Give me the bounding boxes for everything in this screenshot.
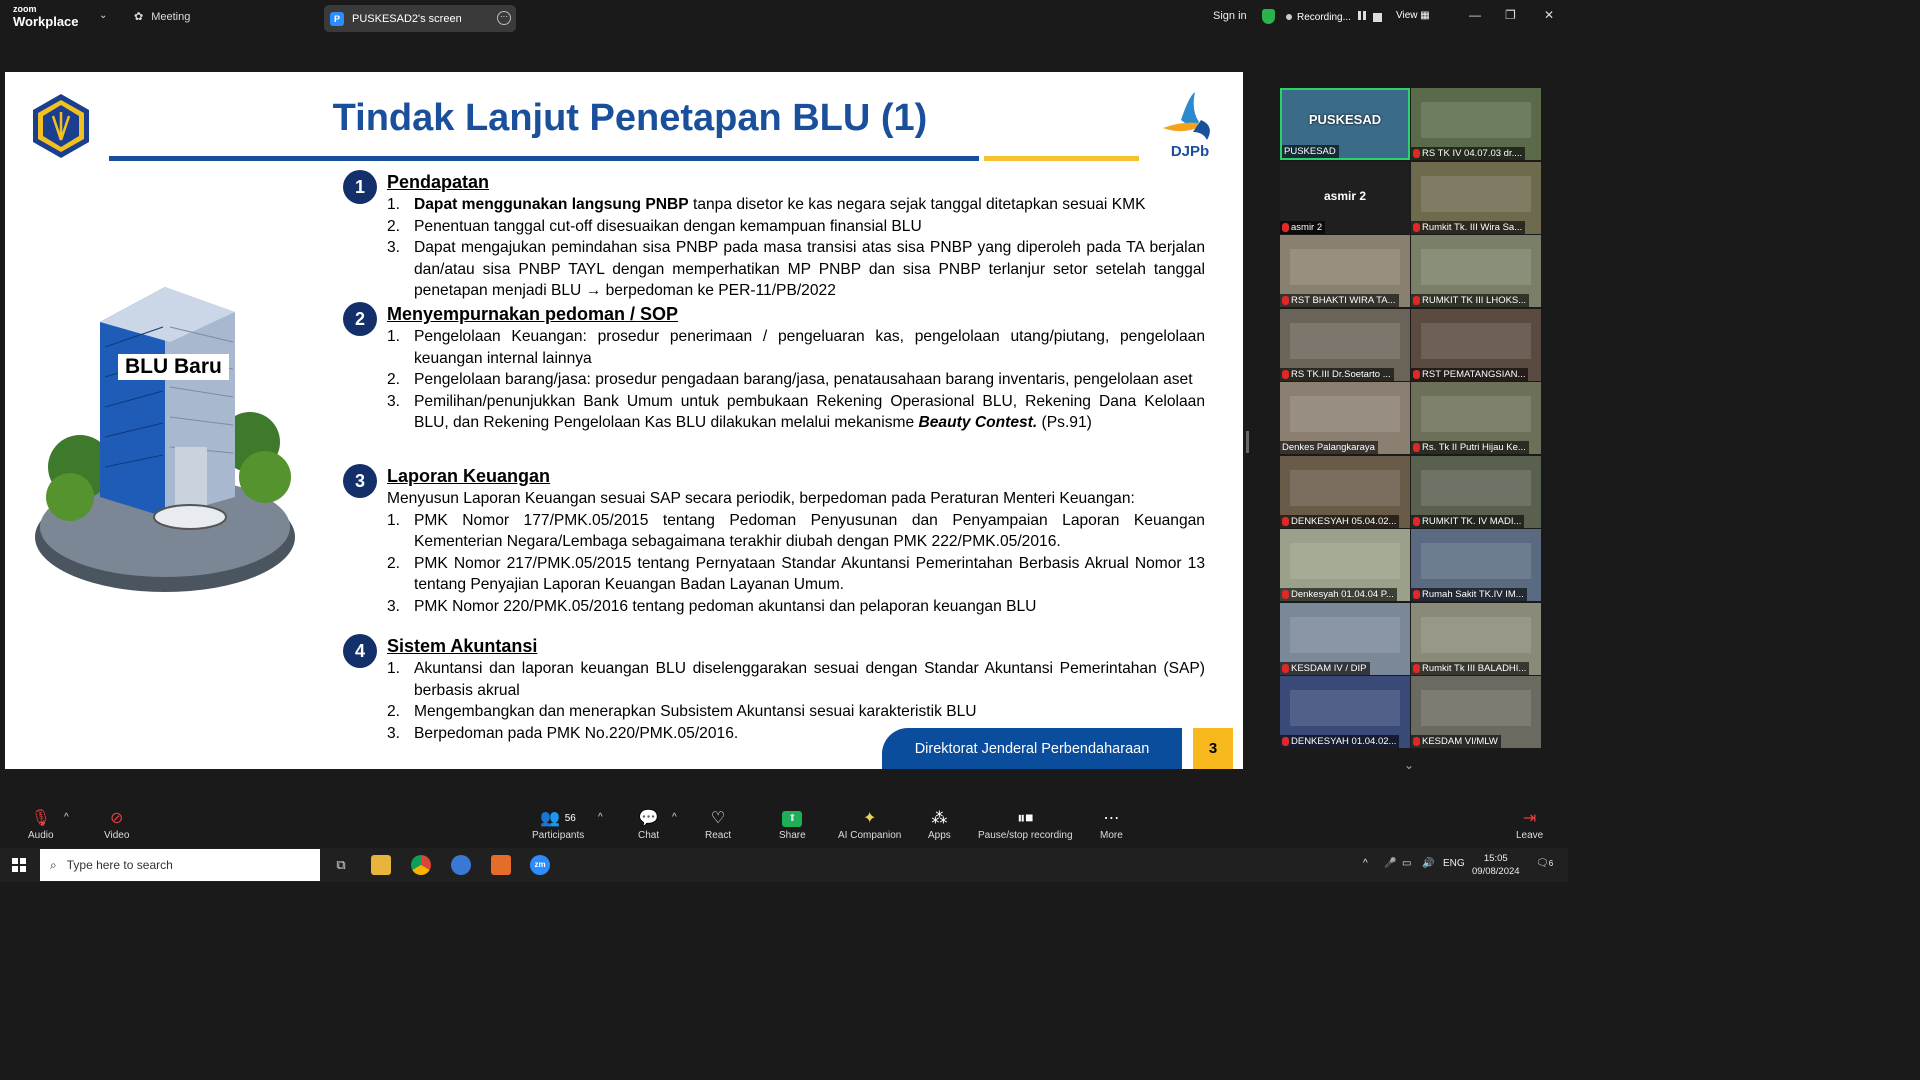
mic-muted-icon: [1413, 223, 1420, 232]
participant-name-label: [1411, 221, 1525, 234]
list-item-text: [414, 216, 1205, 238]
title-underline-blue: [109, 156, 979, 161]
list-item: [387, 391, 1205, 434]
file-explorer-icon[interactable]: [371, 855, 391, 875]
network-icon[interactable]: ▭: [1402, 858, 1412, 869]
maximize-icon[interactable]: ❐: [1505, 8, 1516, 22]
mic-muted-icon: [1413, 737, 1420, 746]
list-item-italic: Beauty Contest.: [918, 414, 1038, 432]
meeting-info-button[interactable]: [134, 10, 190, 23]
list-item-body: Dapat mengajukan pemindahan sisa PNBP pada masa transisi atas sisa PNBP yang diperoleh pada TA berjalan dan/atau sisa PNBP TAYL dengan memperhatikan MP PNBP dan sisa PNBP terlanjur setor setelah tanggal penetapan menjadi BLU → berpedoman ke PER-11/PB/2022: [414, 239, 1205, 300]
browser-app-icon[interactable]: [451, 855, 471, 875]
ai-companion-label: AI Companion: [838, 830, 902, 841]
video-feed: [1421, 102, 1531, 138]
participant-name-label: [1280, 221, 1325, 234]
video-feed: [1290, 323, 1400, 359]
participant-name: RST PEMATANGSIAN...: [1422, 368, 1526, 380]
participant-tile[interactable]: [1411, 456, 1541, 528]
title-underline-gold: [984, 156, 1139, 161]
section-number-badge: 1: [343, 170, 377, 204]
list-item-bold: Dapat menggunakan langsung PNBP: [414, 196, 689, 213]
mic-muted-icon: [1282, 370, 1289, 379]
participant-name: RST BHAKTI WIRA TA...: [1291, 295, 1396, 306]
tray-mic-icon[interactable]: 🎤: [1384, 858, 1397, 869]
participant-name: asmir 2: [1291, 221, 1323, 233]
section-heading: Laporan Keuangan: [387, 466, 551, 486]
app-icon[interactable]: [491, 855, 511, 875]
list-item: [387, 216, 1205, 238]
participant-name-label: [1411, 735, 1501, 748]
video-feed: [1421, 617, 1531, 653]
view-label: View: [1396, 10, 1418, 21]
pause-stop-recording-label: Pause/stop recording: [978, 830, 1073, 841]
list-item-body: PMK Nomor 217/PMK.05/2015 tentang Pernyataan Standar Akuntansi Pemerintahan Berbasis Akrual Nomor 13 tentang Penyajian Laporan Keuangan Badan Layanan Umum.: [414, 554, 1205, 594]
participant-name: DENKESYAH 01.04.02...: [1291, 736, 1397, 747]
video-button[interactable]: [104, 808, 129, 841]
list-item: [387, 596, 1205, 618]
participant-name-label: [1411, 662, 1529, 675]
screen-share-tab[interactable]: [324, 5, 516, 32]
mic-muted-icon: [1413, 443, 1420, 452]
meeting-label: Meeting: [151, 10, 191, 23]
participant-tile[interactable]: [1411, 162, 1541, 234]
gallery-scroll-down-icon[interactable]: ⌄: [1404, 758, 1415, 772]
video-label: Video: [104, 830, 130, 841]
video-feed: [1421, 470, 1531, 506]
apps-button[interactable]: [928, 808, 951, 841]
participant-name-label: [1411, 441, 1529, 454]
stop-recording-icon[interactable]: [1373, 13, 1382, 22]
participant-tile[interactable]: [1280, 235, 1410, 307]
participant-count: 56: [564, 813, 576, 824]
mic-muted-icon: [1413, 590, 1420, 599]
list-item: [387, 237, 1205, 302]
list-item-body: Akuntansi dan laporan keuangan BLU diselenggarakan sesuai dengan Standar Akuntansi Pemerintahan (SAP) berbasis akrual: [414, 660, 1205, 699]
participant-name: PUSKESAD: [1284, 146, 1336, 157]
mic-muted-icon: 🎙: [30, 810, 51, 827]
participant-name: Denkes Palangkaraya: [1282, 442, 1375, 453]
apps-icon: ⁂: [931, 810, 948, 827]
section-heading: Pendapatan: [387, 172, 490, 192]
participant-tile[interactable]: [1280, 309, 1410, 381]
participant-tile[interactable]: [1411, 382, 1541, 454]
participant-tile[interactable]: [1280, 382, 1410, 454]
participants-label: Participants: [532, 830, 585, 841]
list-item-number: 1.: [387, 511, 401, 529]
video-feed: [1421, 543, 1531, 579]
close-icon[interactable]: ✕: [1544, 8, 1555, 22]
react-label: React: [705, 830, 732, 841]
list-item-number: 3.: [387, 392, 401, 410]
mic-muted-icon: [1413, 664, 1420, 673]
participant-name-label: [1282, 145, 1339, 158]
participant-tile[interactable]: [1411, 529, 1541, 601]
slide-page-number: 3: [1193, 728, 1233, 769]
section-number-badge: 4: [343, 634, 377, 668]
list-item-number: 1.: [387, 196, 401, 213]
list-item-body: Pengelolaan Keuangan: prosedur penerimaan / pengeluaran kas, pengelolaan utang/piutang, pengelolaan keuangan internal lainnya: [414, 328, 1205, 367]
participant-name: DENKESYAH 05.04.02...: [1291, 515, 1397, 527]
list-item: [387, 369, 1205, 391]
participant-name-label: [1280, 662, 1370, 675]
participant-name-label: [1411, 515, 1524, 528]
section-2: [343, 302, 1205, 434]
tile-banner-text: PUSKESAD: [1308, 112, 1382, 127]
participant-name-label: [1280, 735, 1399, 748]
list-item-number: 2.: [387, 371, 401, 389]
pause-stop-recording-button[interactable]: [978, 808, 1073, 841]
list-item-number: 3.: [387, 724, 401, 742]
participant-name-label: [1411, 147, 1525, 160]
participant-name-label: [1280, 515, 1399, 528]
search-placeholder: Type here to search: [66, 858, 173, 872]
search-icon: ⌕: [50, 857, 57, 872]
list-item-number: 3.: [387, 597, 401, 615]
list-item-text: [414, 658, 1205, 701]
encryption-shield-icon[interactable]: [1262, 9, 1275, 24]
tile-display-name: asmir 2: [1323, 188, 1367, 203]
participant-tile[interactable]: [1280, 456, 1410, 528]
participant-name-label: [1280, 588, 1397, 601]
list-item-text: [414, 326, 1205, 369]
mic-muted-icon: [1413, 370, 1420, 379]
list-item-body: PMK Nomor 220/PMK.05/2016 tentang pedoman akuntansi dan pelaporan keuangan BLU: [414, 597, 1037, 615]
list-item-text: [414, 237, 1205, 302]
chat-options-caret[interactable]: ^: [672, 812, 677, 823]
video-feed: [1290, 617, 1400, 653]
mic-muted-icon: [1282, 590, 1289, 599]
section-number-badge: 3: [343, 464, 377, 498]
leave-icon: ⇥: [1522, 810, 1537, 827]
audio-button[interactable]: [28, 808, 54, 841]
list-item: [387, 194, 1205, 216]
zoom-taskbar-icon[interactable]: zm: [530, 855, 550, 875]
participant-name-label: [1411, 588, 1527, 601]
mic-muted-icon: [1282, 517, 1289, 526]
share-icon: ⬆: [782, 811, 802, 827]
chevron-down-icon[interactable]: ⌄: [99, 10, 108, 21]
participant-tile[interactable]: [1411, 676, 1541, 748]
audio-label: Audio: [28, 830, 54, 841]
mic-muted-icon: [1413, 517, 1420, 526]
volume-icon[interactable]: 🔊: [1422, 858, 1435, 869]
mic-muted-icon: [1282, 737, 1289, 746]
chat-icon: 💬: [638, 810, 659, 827]
slide-title: Tindak Lanjut Penetapan BLU (1): [332, 97, 928, 139]
video-off-icon: ⊘: [110, 810, 124, 827]
list-item-body: Mengembangkan dan menerapkan Subsistem Akuntansi sesuai karakteristik BLU: [414, 703, 977, 721]
participant-name: Rumkit Tk. III Wira Sa...: [1422, 221, 1523, 233]
list-item-text: [414, 510, 1205, 553]
recording-dot-icon: [1286, 14, 1292, 20]
windows-start-icon[interactable]: [12, 858, 26, 872]
list-item-body: tanpa disetor ke kas negara sejak tanggal ditetapkan sesuai KMK: [688, 196, 1146, 213]
djpb-logo-text: DJPb: [1170, 143, 1210, 160]
presenter-badge: P: [330, 12, 344, 26]
section-1: [343, 170, 1205, 302]
list-item-text: [414, 553, 1205, 596]
participant-tile[interactable]: [1280, 162, 1410, 234]
language-indicator[interactable]: ENG: [1443, 858, 1465, 869]
section-number-badge: 2: [343, 302, 377, 336]
participant-tile[interactable]: [1411, 603, 1541, 675]
video-feed: [1290, 470, 1400, 506]
section-heading: Menyempurnakan pedoman / SOP: [387, 304, 679, 324]
taskbar-search-box[interactable]: [40, 849, 320, 881]
section-3: [343, 464, 1205, 618]
list-item-text: [414, 391, 1205, 434]
apps-label: Apps: [928, 830, 951, 841]
list-item: [387, 658, 1205, 701]
list-item-number: 1.: [387, 660, 401, 677]
section-heading: Sistem Akuntansi: [387, 636, 538, 656]
mic-muted-icon: [1413, 149, 1420, 158]
list-item-number: 2.: [387, 703, 401, 721]
participant-tile[interactable]: [1280, 676, 1410, 748]
tray-overflow-icon[interactable]: ^: [1363, 858, 1368, 869]
list-item-body: Pengelolaan barang/jasa: prosedur pengadaan barang/jasa, penatausahaan barang inventaris, pengelolaan aset: [414, 371, 1193, 389]
heart-icon: ♡: [710, 810, 726, 827]
participant-tile[interactable]: [1280, 603, 1410, 675]
mic-muted-icon: [1282, 664, 1289, 673]
participant-name: Rumah Sakit TK.IV IM...: [1422, 589, 1524, 600]
participant-tile[interactable]: [1411, 235, 1541, 307]
participant-name: Rs. Tk II Putri Hijau Ke...: [1422, 442, 1526, 453]
notification-count: 6: [1548, 859, 1554, 868]
djpb-logo-icon: [1155, 90, 1225, 160]
sparkle-icon: ✦: [862, 810, 877, 827]
list-item-number: 2.: [387, 217, 401, 235]
participant-tile[interactable]: [1411, 88, 1541, 160]
shared-slide: [5, 72, 1243, 769]
list-item-text: [414, 194, 1205, 216]
participant-name-label: [1280, 294, 1399, 307]
screen-tab-label: PUSKESAD2's screen: [352, 12, 462, 25]
participant-name-label: [1411, 368, 1528, 381]
participant-name: KESDAM VI/MLW: [1422, 736, 1498, 747]
list-item-text: [414, 596, 1205, 618]
participant-tile[interactable]: [1411, 309, 1541, 381]
participant-name-label: [1280, 368, 1394, 381]
title-bar: [0, 0, 1568, 36]
clock-date: 09/08/2024: [1472, 866, 1520, 877]
participant-name: KESDAM IV / DIP: [1291, 662, 1367, 674]
notifications-icon[interactable]: 🗨6: [1536, 858, 1554, 869]
footer-banner: Direktorat Jenderal Perbendaharaan: [882, 728, 1182, 769]
list-item: [387, 701, 1205, 723]
sign-in-link[interactable]: Sign in: [1213, 10, 1247, 22]
participants-options-caret[interactable]: ^: [598, 812, 603, 823]
share-label: Share: [779, 830, 806, 841]
list-item: [387, 326, 1205, 369]
recording-indicator: [1286, 11, 1382, 23]
ai-companion-button[interactable]: [838, 808, 901, 841]
chat-button[interactable]: [638, 808, 659, 841]
list-item-tail: (Ps.91): [1037, 414, 1092, 432]
video-feed: [1421, 690, 1531, 726]
list-item-body: Pemilihan/penunjukkan Bank Umum untuk pembukaan Rekening Operasional BLU, Rekening Dana Kelolaan BLU, dan Rekening Pengelolaan Kas BLU dilakukan melalui mekanisme: [414, 392, 1205, 432]
list-item: [387, 510, 1205, 553]
react-button[interactable]: [705, 808, 731, 841]
view-button[interactable]: View ▦: [1396, 10, 1430, 21]
list-item: [387, 553, 1205, 596]
mic-muted-icon: [1413, 296, 1420, 305]
task-view-icon[interactable]: ⧉: [336, 857, 346, 872]
mic-muted-icon: [1282, 223, 1289, 232]
chrome-icon[interactable]: [411, 855, 431, 875]
video-feed: [1421, 396, 1531, 432]
windows-taskbar: [0, 848, 1568, 882]
list-item-body: Penentuan tanggal cut-off disesuaikan dengan kemampuan finansial BLU: [414, 217, 922, 235]
list-item-text: [414, 701, 1205, 723]
more-icon: ⋯: [1103, 810, 1120, 827]
pause-recording-icon[interactable]: [1356, 11, 1366, 23]
leave-label: Leave: [1516, 830, 1544, 841]
video-feed: [1290, 690, 1400, 726]
building-illustration: [25, 227, 305, 597]
clock-time: 15:05: [1483, 853, 1508, 864]
video-feed: [1290, 249, 1400, 285]
minimize-icon[interactable]: —: [1469, 8, 1481, 22]
zoom-logo-small: zoom: [13, 4, 37, 14]
participant-name: Rumkit Tk III BALADHI...: [1422, 662, 1527, 674]
chat-label: Chat: [638, 830, 660, 841]
video-feed: [1421, 323, 1531, 359]
taskbar-clock[interactable]: [1472, 852, 1520, 878]
leave-button[interactable]: [1516, 808, 1543, 841]
meeting-icon: ✿: [134, 11, 144, 23]
participants-icon: 👥 $^{56}$: [540, 810, 576, 827]
panel-resize-handle[interactable]: [1246, 431, 1249, 453]
participant-name-label: [1280, 441, 1378, 454]
more-label: More: [1100, 830, 1123, 841]
list-item-number: 3.: [387, 239, 401, 257]
more-options-icon[interactable]: ···: [497, 11, 511, 25]
video-feed: [1421, 176, 1531, 212]
recording-label: Recording...: [1297, 11, 1351, 23]
participant-name: Denkesyah 01.04.04 P...: [1291, 589, 1394, 600]
kemenkeu-emblem-icon: [27, 92, 95, 160]
mic-muted-icon: [1282, 296, 1289, 305]
participant-tile[interactable]: [1280, 529, 1410, 601]
list-item-number: 2.: [387, 554, 401, 572]
video-feed: [1421, 249, 1531, 285]
list-item-body: Berpedoman pada PMK No.220/PMK.05/2016.: [414, 724, 739, 742]
share-button[interactable]: [779, 808, 806, 841]
zoom-logo-main: Workplace: [13, 14, 79, 29]
section-intro: Menyusun Laporan Keuangan sesuai SAP secara periodik, berpedoman pada Peraturan Menteri Keuangan:: [387, 490, 1135, 507]
list-item-text: [414, 369, 1205, 391]
participants-button[interactable]: [532, 808, 584, 841]
participant-name-label: [1411, 294, 1529, 307]
participant-name: RS TK IV 04.07.03 dr....: [1422, 148, 1523, 159]
list-item-number: 1.: [387, 328, 401, 345]
meeting-toolbar: [0, 800, 1568, 848]
audio-options-caret[interactable]: ^: [64, 812, 69, 823]
pause-stop-icon: ⏸⏹: [1017, 810, 1034, 827]
video-feed: [1290, 543, 1400, 579]
more-button[interactable]: [1100, 808, 1123, 841]
participant-name: RUMKIT TK III LHOKS...: [1422, 295, 1527, 306]
building-label: BLU Baru: [118, 354, 229, 380]
participant-name: RUMKIT TK. IV MADI...: [1422, 515, 1522, 527]
list-item-body: PMK Nomor 177/PMK.05/2015 tentang Pedoman Penyusunan dan Penyampaian Laporan Keuangan Kementerian Negara/Lembaga sebagaimana terakhir diubah dengan PMK 222/PMK.05/2016.: [414, 511, 1205, 551]
video-feed: [1290, 396, 1400, 432]
participant-tile[interactable]: [1280, 88, 1410, 160]
participant-name: RS TK.III Dr.Soetarto ...: [1291, 368, 1391, 380]
